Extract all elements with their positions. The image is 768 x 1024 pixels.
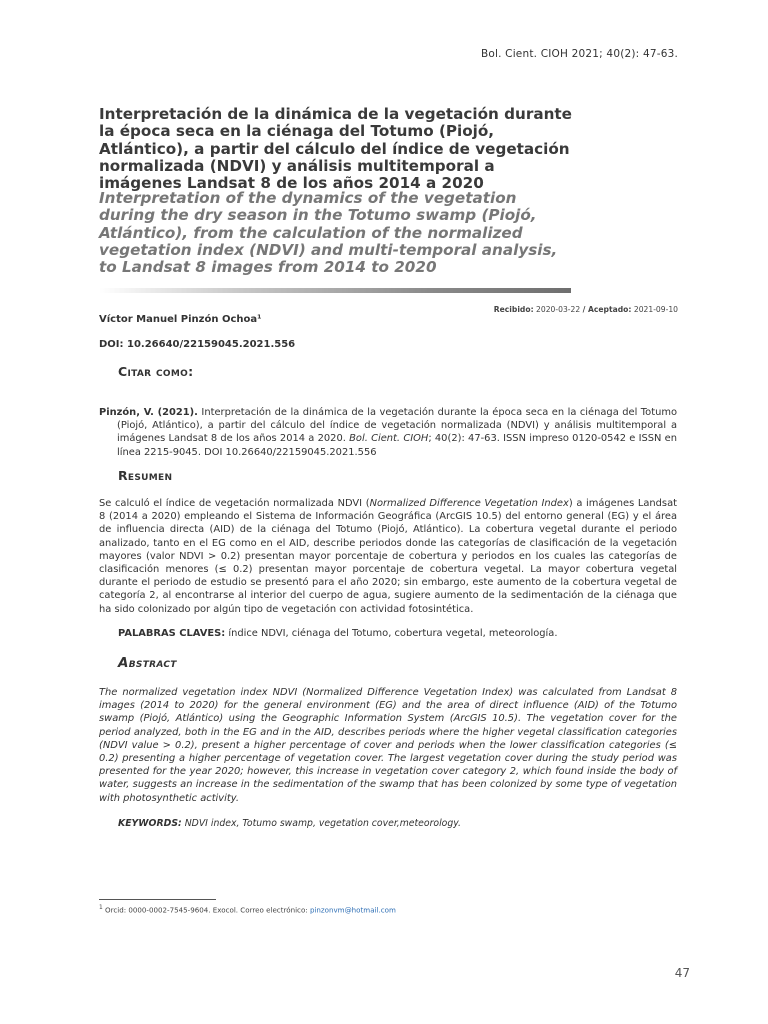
citation-journal: Bol. Cient. CIOH <box>349 433 429 445</box>
doi[interactable]: DOI: 10.26640/22159045.2021.556 <box>99 339 296 350</box>
dates-separator: / <box>582 305 589 314</box>
footnote-text: Orcid: 0000-0002-7545-9604. Exocol. Correo electrónico: <box>102 905 310 915</box>
keywords-english <box>118 818 461 829</box>
citation-tail: ; 40(2): 47-63. ISSN impreso 0120-0542 e ISSN en línea 2215-9045. DOI 10.26640/22159045.2021.556 <box>117 433 677 458</box>
resumen-part-2: ) a imágenes Landsat 8 (2014 a 2020) empleando el Sistema de Información Geográfica (ArcGIS 10.5) del entorno general (EG) y el área de influencia directa (AID) de la ciénaga del Totumo (Piojó, Atlántico). La cobertura vegetal durante el periodo analizado, tanto en el EG como en el AID, describe periodos donde las categorías de clasificación de la vegetación mayores (valor NDVI > 0.2) presentan mayor porcentaje de cobertura y periodos en los cuales las categorías de clasificación menores (≤ 0.2) presentan mayor porcentaje de cobertura vegetal. La mayor cobertura vegetal durante el periodo de estudio se presentó para el año 2020; sin embargo, este aumento de la cobertura vegetal de categoría 2, al encontrarse al interior del cuerpo de agua, sugiere aumento de la sedimentación de la ciénaga que ha sido colonizado por algún tipo de vegetación con actividad fotosintética. <box>99 498 677 615</box>
resumen-heading: Resumen <box>118 468 173 483</box>
keywords-spanish-label: PALABRAS CLAVES: <box>118 628 226 639</box>
submission-dates <box>494 305 678 314</box>
author-name: Víctor Manuel Pinzón Ochoa¹ <box>99 314 262 325</box>
keywords-english-label: KEYWORDS: <box>118 818 182 829</box>
citation-text <box>99 406 677 459</box>
keywords-english-text: NDVI index, Totumo swamp, vegetation cover,meteorology. <box>181 818 461 829</box>
citation-block <box>99 406 677 459</box>
title-divider <box>99 288 571 293</box>
received-date: 2020-03-22 <box>533 305 583 314</box>
abstract-paragraph: The normalized vegetation index NDVI (Normalized Difference Vegetation Index) was calculated from Landsat 8 images (2014 to 2020) for the general environment (EG) and the area of direct influence (AID) of the Totumo swamp (Piojó, Atlántico) using the Geographic Information System (ArcGIS 10.5). The vegetation cover for the period analyzed, both in the EG and in the AID, describes periods where the higher vegetal classification categories (NDVI value > 0.2), present a higher percentage of cover and periods when the lower classification categories (≤ 0.2) presenting a higher percentage of vegetation cover. The largest vegetation cover during the study period was presented for the year 2020; however, this increase in vegetation cover category 2, which found inside the body of water, suggests an increase in the sedimentation of the swamp that has been colonized by some type of vegetation with photosynthetic activity. <box>99 687 677 804</box>
page-number: 47 <box>674 966 690 980</box>
journal-reference: Bol. Cient. CIOH 2021; 40(2): 47-63. <box>480 48 678 60</box>
accepted-label: Aceptado: <box>588 305 632 314</box>
keywords-spanish-text: índice NDVI, ciénaga del Totumo, cobertura vegetal, meteorología. <box>225 628 558 639</box>
citation-body: Interpretación de la dinámica de la vegetación durante la época seca en la ciénaga del Totumo (Piojó, Atlántico), a partir del cálculo del índice de vegetación normalizada (NDVI) y análisis multitemporal a imágenes Landsat 8 de los años 2014 a 2020. <box>117 407 677 445</box>
abstract-heading: Abstract <box>118 655 177 671</box>
article-title-english: Interpretation of the dynamics of the vegetation during the dry season in the Totumo swamp (Piojó, Atlántico), from the calculation of the normalized vegetation index (NDVI) and multi-temporal analysis, to Landsat 8 images from 2014 to 2020 <box>99 189 558 277</box>
footnote-divider <box>99 899 216 900</box>
footnote-mark: 1 <box>99 905 103 911</box>
resumen-part-1: Se calculó el índice de vegetación normalizada NDVI ( <box>99 498 370 509</box>
keywords-spanish <box>118 628 558 639</box>
resumen-italic-term: Normalized Difference Vegetation Index <box>369 498 569 509</box>
footnote <box>99 905 396 914</box>
footnote-email-link[interactable]: pinzonvm@hotmail.com <box>309 905 396 915</box>
citation-author-year: Pinzón, V. (2021). <box>99 407 198 418</box>
received-label: Recibido: <box>493 305 534 314</box>
accepted-date: 2021-09-10 <box>631 305 678 314</box>
article-title-spanish: Interpretación de la dinámica de la vegetación durante la época seca en la ciénaga del Totumo (Piojó, Atlántico), a partir del cálculo del índice de vegetación normalizada (NDVI) y análisis multitemporal a imágenes Landsat 8 de los años 2014 a 2020 <box>99 105 572 193</box>
resumen-paragraph <box>99 497 677 616</box>
cite-heading: Citar como: <box>118 364 194 379</box>
